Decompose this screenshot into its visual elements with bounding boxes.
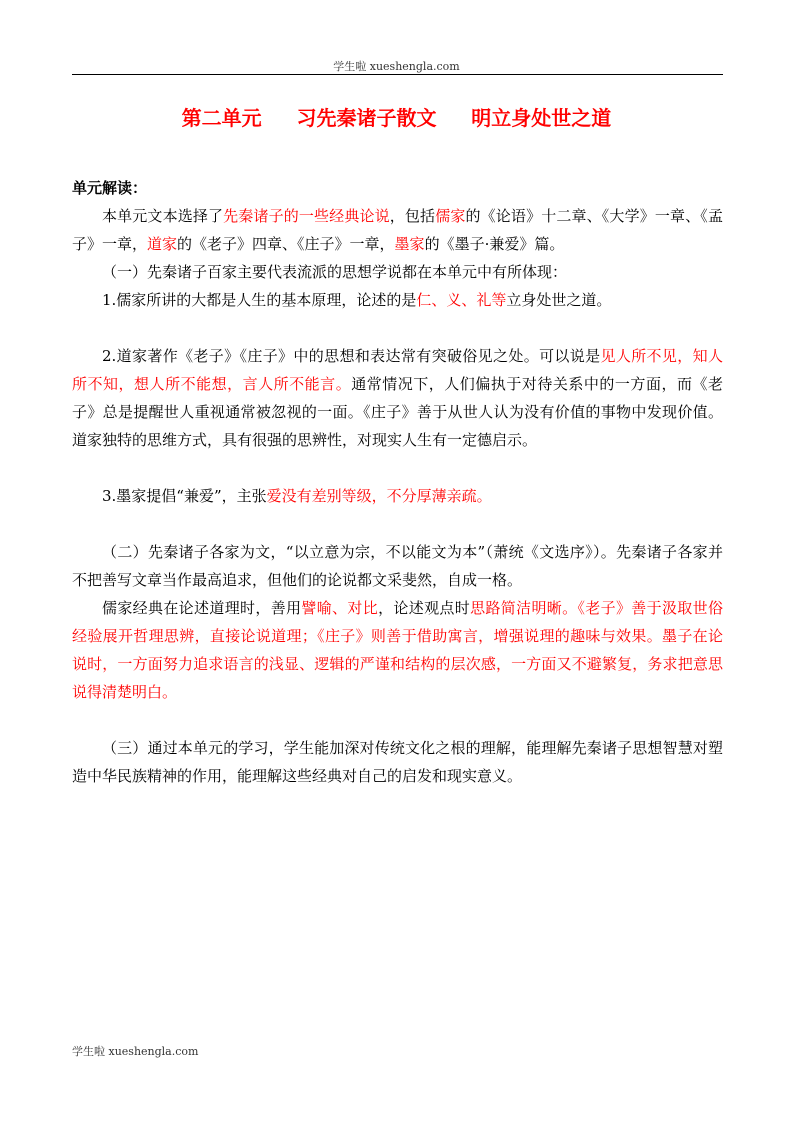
text-run: 儒家经典在论述道理时，善用: [102, 599, 302, 617]
paragraph-part-three: （三）通过本单元的学习，学生能加深对传统文化之根的理解，能理解先秦诸子思想智慧对塑造中华民族精神的作用，能理解这些经典对自己的启发和现实意义。: [72, 739, 723, 785]
highlight-text: 爱没有差别等级，不分厚薄亲疏。: [266, 487, 492, 505]
document-body: [72, 174, 723, 790]
highlight-text: 先秦诸子的一些经典论说: [223, 207, 390, 225]
highlight-text: 仁、义、礼等: [416, 291, 507, 309]
paragraph-taoist: [72, 342, 723, 454]
paragraph-confucian: [72, 286, 723, 314]
spacer: [72, 510, 723, 538]
page-footer: 学生啦 xueshengla.com: [72, 1045, 199, 1058]
text-run: 本单元文本选择了: [102, 207, 224, 225]
page-title: 第二单元 习先秦诸子散文 明立身处世之道: [181, 106, 612, 130]
text-run: 的《墨子·兼爱》篇。: [424, 235, 565, 253]
text-run: 的《老子》四章、《庄子》一章，: [177, 235, 395, 253]
paragraph-mohist: [72, 482, 723, 510]
paragraph-intro: [72, 202, 723, 258]
spacer: [72, 454, 723, 482]
highlight-text: 见人所不见，知人所不知，想人所不能想，言人所不能言。: [72, 347, 723, 393]
section-heading: 单元解读：: [72, 179, 148, 197]
text-run: ，论述观点时: [378, 599, 471, 617]
text-run: 的《论语》十二章、《大学》一章、《孟子》一章，: [72, 207, 723, 253]
text-run: 2.道家著作《老子》《庄子》中的思想和表达常有突破俗见之处。可以说是: [102, 347, 601, 365]
spacer: [72, 706, 723, 734]
paragraph-part-one: （一）先秦诸子百家主要代表流派的思想学说都在本单元中有所体现：: [102, 263, 568, 281]
text-run: 通常情况下，人们偏执于对待关系中的一方面，而《老子》总是提醒世人重视通常被忽视的一面。《庄子》善于从世人认为没有价值的事物中发现价值。道家独特的思维方式，具有很强的思辨性，对现实人生有一定德启示。: [72, 375, 723, 449]
highlight-text: 儒家: [435, 207, 466, 225]
text-run: 立身处世之道。: [506, 291, 612, 309]
highlight-text: 道家: [147, 235, 178, 253]
page-header: 学生啦 xueshengla.com: [333, 60, 460, 73]
text-run: 1.儒家所讲的大都是人生的基本原理，论述的是: [102, 291, 417, 309]
text-run: ，包括: [389, 207, 436, 225]
highlight-text: 思路简洁明晰。《老子》善于汲取世俗经验展开哲理思辨，直接论说道理；《庄子》则善于借助寓言，增强说理的趣味与效果。墨子在论说时，一方面努力追求语言的浅显、逻辑的严谨和结构的层次感，一方面又不避繁复，务求把意思说得清楚明白。: [72, 599, 723, 701]
paragraph-rhetoric: [72, 594, 723, 706]
text-run: 3.墨家提倡“兼爱”，主张: [102, 487, 267, 505]
paragraph-part-two: （二）先秦诸子各家为文，“以立意为宗，不以能文为本”（萧统《文选序》）。先秦诸子各家并不把善写文章当作最高追求，但他们的论说都文采斐然，自成一格。: [72, 543, 723, 589]
highlight-text: 墨家: [394, 235, 425, 253]
highlight-text: 譬喻、对比: [301, 599, 379, 617]
header-divider: [72, 74, 723, 75]
spacer: [72, 314, 723, 342]
